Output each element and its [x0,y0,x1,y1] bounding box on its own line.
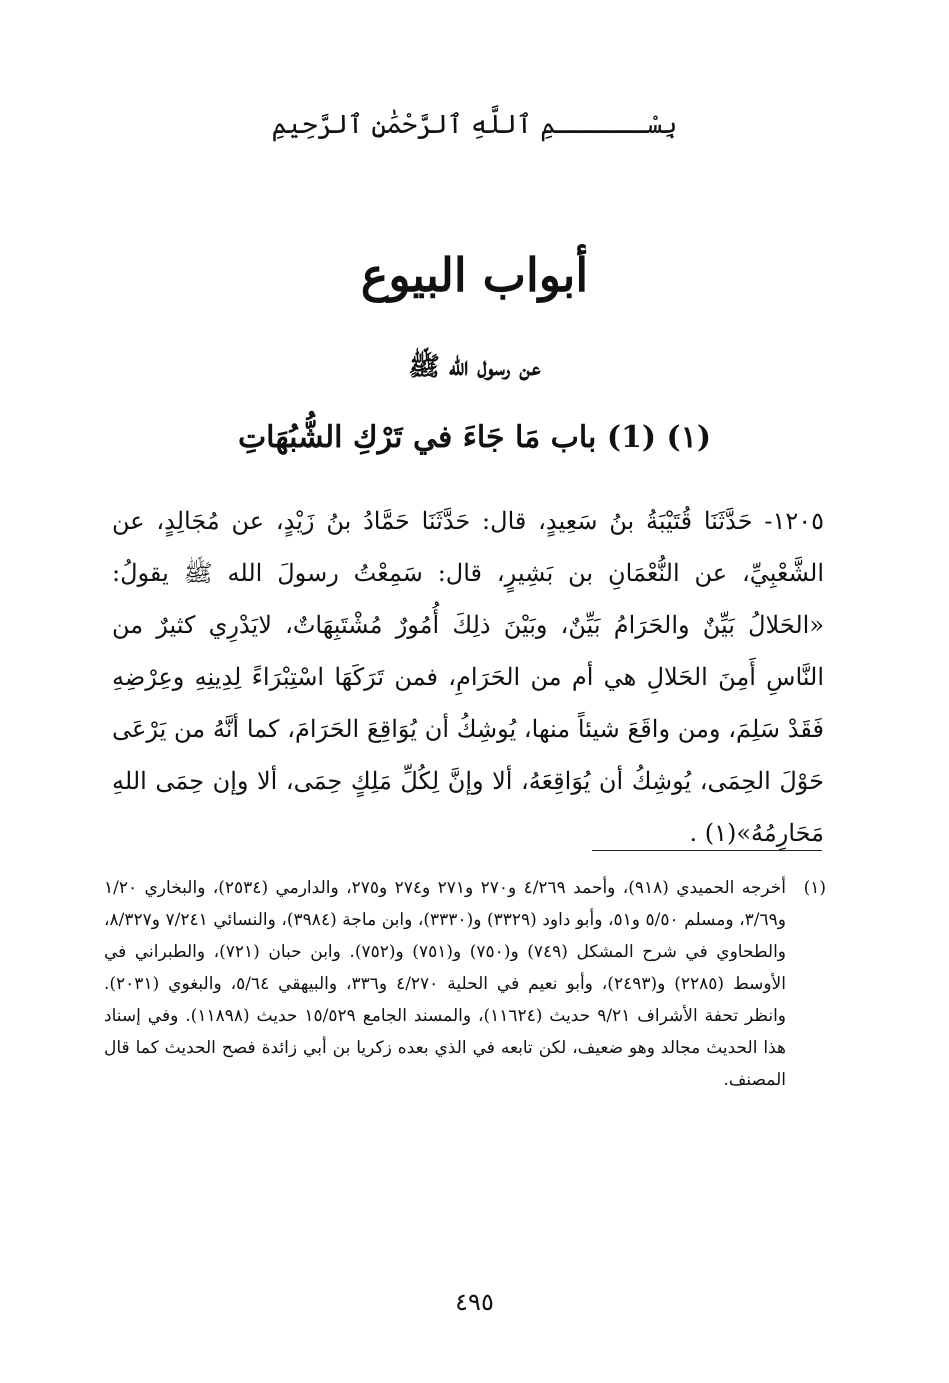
footnote-text: أخرجه الحميدي (٩١٨)، وأحمد ٤/٢٦٩ و٢٧٠ و٢٧١ و٢٧٤ و٢٧٥، والدارمي (٢٥٣٤)، والبخاري ١/٢٠ و٣/٦٩، ومسلم ٥/٥٠ و٥١، وأبو داود (٣٣٢٩) و(٣٣٣٠)، وابن ماجة (٣٩٨٤)، والنسائي ٧/٢٤١ و٨/٣٢٧، والطحاوي في شرح المشكل (٧٤٩) و(٧٥٠) و(٧٥١) و(٧٥٢). وابن حبان (٧٢١)، والطبراني في الأوسط (٢٢٨٥) و(٢٤٩٣)، وأبو نعيم في الحلية ٤/٢٧٠ و٣٣٦، والبيهقي ٥/٦٤، والبغوي (٢٠٣١). وانظر تحفة الأشراف ٩/٢١ حديث (١١٦٢٤)، والمسند الجامع ١٥/٥٢٩ حديث (١١٨٩٨). وفي إسناد هذا الحديث مجالد وهو ضعيف، لكن تابعه في الذي بعده زكريا بن أبي زائدة فصح الحديث كما قال المصنف. [104,878,787,1090]
footnote-marker: (١) [803,878,826,898]
section-title: (١) (1) باب مَا جَاءَ في تَرْكِ الشُّبُهَاتِ [237,420,712,455]
footnote [104,872,826,1096]
hadith-paragraph: ١٢٠٥- حَدَّثَنَا قُتَيْبَةُ بنُ سَعِيدٍ، قال: حَدَّثَنَا حَمَّادُ بنُ زَيْدٍ، عن مُجَالِدٍ، عن الشَّعْبِيِّ، عن النُّعْمَانِ بن بَشِيرٍ، قال: سَمِعْتُ رسولَ الله ﷺ يقولُ: «الحَلالُ بَيِّنٌ والحَرَامُ بَيِّنٌ، وبَيْنَ ذلِكَ أُمُورٌ مُشْتَبِهَاتٌ، لايَدْرِي كثيرٌ من النَّاسِ أَمِنَ الحَلالِ هي أم من الحَرَامِ، فمن تَرَكَهَا اسْتِبْرَاءً لِدِينِهِ وعِرْضِهِ فَقَدْ سَلِمَ، ومن واقَعَ شيئاً منها، يُوشِكُ أن يُوَاقِعَ الحَرَامَ، كما أنَّهُ من يَرْعَى حَوْلَ الحِمَى، يُوشِكُ أن يُوَاقِعَهُ، ألا وإنَّ لِكُلِّ مَلِكٍ حِمَى، ألا وإن حِمَى اللهِ مَحَارِمُهُ»(١) . [112,507,824,847]
basmala-header: بِسْــــــمِ ٱللَّهِ ٱلرَّحْمَٰنِ ٱلرَّحِيمِ [271,110,678,140]
page-number: ٤٩٥ [455,1288,494,1316]
chapter-title: أبواب البيوع [360,248,589,302]
footnote-divider [592,850,822,851]
chapter-subtitle: عن رسول الله ﷺ [408,352,541,382]
